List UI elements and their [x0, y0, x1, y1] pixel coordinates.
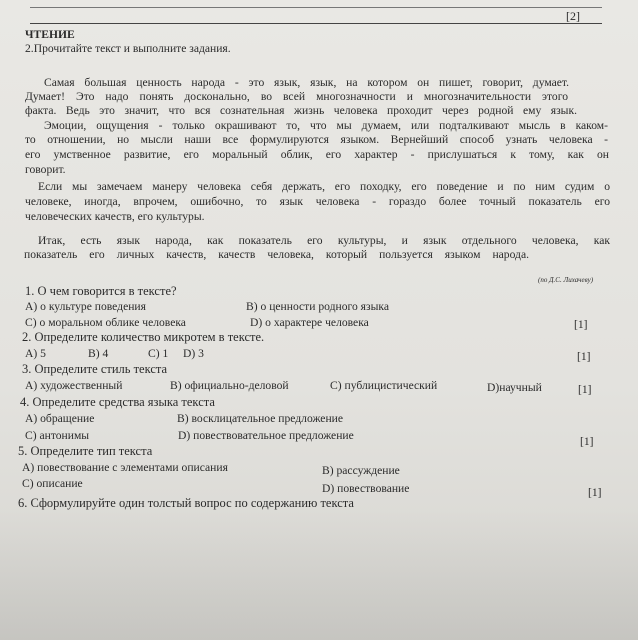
- q5-option-d: D) повествование: [322, 482, 410, 495]
- q5-option-c: С) описание: [22, 477, 83, 490]
- text-line: человеке, иногда, впрочем, ошибочно, то язык человека - гораздо более точный показатель его: [25, 195, 610, 208]
- question-5-title: 5. Определите тип текста: [18, 444, 153, 458]
- question-3-title: 3. Определите стиль текста: [22, 362, 168, 376]
- question-2-title: 2. Определите количество микротем в тексте.: [22, 330, 265, 344]
- q1-option-c: С) о моральном облике человека: [25, 316, 186, 329]
- q4-option-b: В) восклицательное предложение: [177, 412, 344, 425]
- section-title: ЧТЕНИЕ: [25, 28, 75, 41]
- q4-score: [1]: [580, 435, 594, 448]
- q2-option-b: В) 4: [88, 347, 109, 360]
- q3-score: [1]: [578, 383, 592, 396]
- text-line: Эмоции, ощущения - только окрашивают то, что мы думаем, или подталкивают мысль в каком-: [44, 119, 608, 132]
- text-line: Если мы замечаем манеру человека себя держать, его походку, его поведение и по ним судим о: [38, 180, 610, 193]
- q2-option-c: С) 1: [148, 347, 169, 360]
- q2-option-a: А) 5: [25, 347, 46, 360]
- header-rule: [30, 23, 602, 24]
- question-4-title: 4. Определите средства языка текста: [20, 395, 215, 409]
- q5-option-a: А) повествование с элементами описания: [22, 461, 228, 474]
- text-line: человеческих качеств, его культуры.: [25, 210, 205, 223]
- question-6-title: 6. Сформулируйте один толстый вопрос по содержанию текста: [18, 496, 354, 510]
- text-line: его умственное развитие, его моральный облик, его характер - прислушаться к тому, как он: [25, 148, 609, 161]
- q2-score: [1]: [577, 350, 591, 363]
- q3-option-d: D)научный: [487, 381, 542, 394]
- text-line: Думает! Это надо понять досконально, во всей многозначности и многозначительности этого: [25, 90, 568, 103]
- q4-option-c: С) антонимы: [25, 429, 90, 442]
- q5-option-b: В) рассуждение: [322, 464, 400, 477]
- photo-shadow: [0, 510, 638, 640]
- section-score: [2]: [566, 9, 580, 23]
- text-source: (по Д.С. Лихачеву): [538, 276, 594, 284]
- q1-score: [1]: [574, 318, 588, 331]
- q2-option-d: D) 3: [183, 347, 204, 360]
- text-line: Самая большая ценность народа - это язык, язык, на котором он пишет, говорит, думает.: [44, 76, 569, 89]
- question-1-title: 1. О чем говорится в тексте?: [25, 284, 177, 298]
- q4-option-a: А) обращение: [25, 412, 95, 425]
- q1-option-a: А) о культуре поведения: [25, 300, 146, 313]
- q4-option-d: D) повествовательное предложение: [178, 429, 354, 442]
- text-line: факта. Ведь это значит, что вся сознательная жизнь человека проходит через родной ему язык.: [25, 104, 577, 117]
- text-line: показатель его личных качеств, качеств человека, который пользуется языком народа.: [24, 248, 529, 261]
- top-rule: [30, 7, 602, 8]
- q1-option-b: В) о ценности родного языка: [246, 300, 389, 313]
- task-instruction: 2.Прочитайте текст и выполните задания.: [25, 42, 231, 55]
- text-line: говорит.: [25, 163, 66, 176]
- text-line: то отношении, но мысли наши все формулируются языком. Вернейший способ узнать человека -: [25, 133, 608, 146]
- q3-option-c: С) публицистический: [330, 379, 438, 392]
- q3-option-a: А) художественный: [25, 379, 123, 392]
- q1-option-d: D) о характере человека: [250, 316, 369, 329]
- q5-score: [1]: [588, 486, 602, 499]
- q3-option-b: В) официально-деловой: [170, 379, 289, 392]
- text-line: Итак, есть язык народа, как показатель его культуры, и язык отдельного человека, как: [38, 234, 610, 247]
